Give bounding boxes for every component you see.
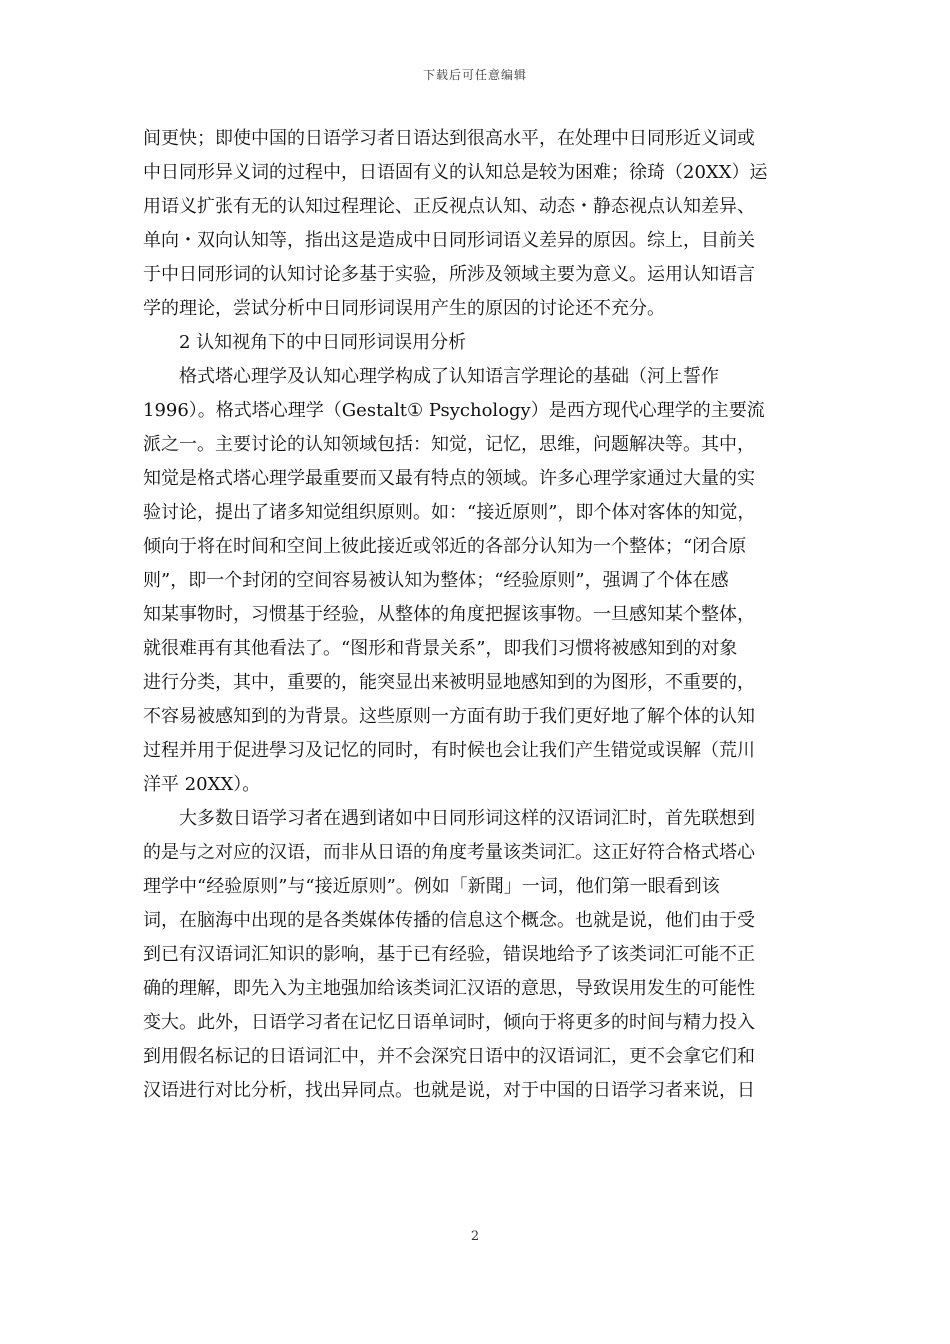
text-line: 用语义扩张有无的认知过程理论、正反视点认知、动态・静态视点认知差异、 bbox=[143, 196, 755, 217]
text-line: 确的理解，即先入为主地强加给该类词汇汉语的意思，导致误用发生的可能性 bbox=[143, 978, 755, 999]
text-line: 倾向于将在时间和空间上彼此接近或邻近的各部分认知为一个整体；“闭合原 bbox=[143, 536, 747, 557]
text-line: 于中日同形词的认知讨论多基于实验，所涉及领域主要为意义。运用认知语言 bbox=[143, 264, 755, 285]
text-line: 单向・双向认知等，指出这是造成中日同形词语义差异的原因。综上，目前关 bbox=[143, 230, 755, 251]
text-line: 过程并用于促进學习及记忆的同时，有时候也会让我们产生错觉或误解（荒川 bbox=[143, 740, 755, 761]
text-line: 派之一。主要讨论的认知领域包括：知觉，记忆，思维，问题解决等。其中， bbox=[143, 434, 755, 455]
text-line: 洋平 20XX）。 bbox=[143, 774, 261, 795]
text-line: 1996）。格式塔心理学（Gestalt① Psychology）是西方现代心理学的主要流 bbox=[143, 400, 765, 421]
page-number: 2 bbox=[470, 1229, 480, 1244]
text-line: 大多数日语学习者在遇到诸如中日同形词这样的汉语词汇时，首先联想到 bbox=[143, 808, 755, 829]
text-line: 进行分类，其中，重要的，能突显出来被明显地感知到的为图形，不重要的， bbox=[143, 672, 755, 693]
section-heading: 2 认知视角下的中日同形词误用分析 bbox=[143, 332, 467, 353]
text-line: 验讨论，提出了诸多知觉组织原则。如：“接近原则”，即个体对客体的知觉， bbox=[143, 502, 756, 523]
text-line: 知某事物时，习惯基于经验，从整体的角度把握该事物。一旦感知某个整体， bbox=[143, 604, 755, 625]
page-header: 下载后可任意编辑 bbox=[422, 68, 527, 82]
body-text bbox=[143, 123, 815, 1106]
text-line: 到已有汉语词汇知识的影响，基于已有经验，错误地给予了该类词汇可能不正 bbox=[143, 944, 755, 965]
text-line: 到用假名标记的日语词汇中，并不会深究日语中的汉语词汇，更不会拿它们和 bbox=[143, 1046, 755, 1067]
text-line: 的是与之对应的汉语，而非从日语的角度考量该类词汇。这正好符合格式塔心 bbox=[143, 842, 755, 863]
text-line: 格式塔心理学及认知心理学构成了认知语言学理论的基础（河上誓作 bbox=[143, 366, 719, 387]
text-line: 汉语进行对比分析，找出异同点。也就是说，对于中国的日语学习者来说，日 bbox=[143, 1080, 755, 1101]
text-line: 间更快；即使中国的日语学习者日语达到很高水平，在处理中日同形近义词或 bbox=[143, 128, 755, 149]
text-line: 词，在脑海中出现的是各类媒体传播的信息这个概念。也就是说，他们由于受 bbox=[143, 910, 755, 931]
text-line: 中日同形异义词的过程中，日语固有义的认知总是较为困难；徐琦（20XX）运 bbox=[143, 162, 768, 183]
text-line: 理学中“经验原则”与“接近原则”。例如「新聞」一词，他们第一眼看到该 bbox=[143, 876, 720, 897]
text-line: 则”，即一个封闭的空间容易被认知为整体；“经验原则”，强调了个体在感 bbox=[143, 570, 729, 591]
text-line: 就很难再有其他看法了。“图形和背景关系”，即我们习惯将被感知到的对象 bbox=[143, 638, 738, 659]
text-line: 变大。此外，日语学习者在记忆日语单词时，倾向于将更多的时间与精力投入 bbox=[143, 1012, 755, 1033]
text-line: 学的理论，尝试分析中日同形词误用产生的原因的讨论还不充分。 bbox=[143, 298, 665, 319]
text-line: 知觉是格式塔心理学最重要而又最有特点的领域。许多心理学家通过大量的实 bbox=[143, 468, 755, 489]
text-line: 不容易被感知到的为背景。这些原则一方面有助于我们更好地了解个体的认知 bbox=[143, 706, 755, 727]
